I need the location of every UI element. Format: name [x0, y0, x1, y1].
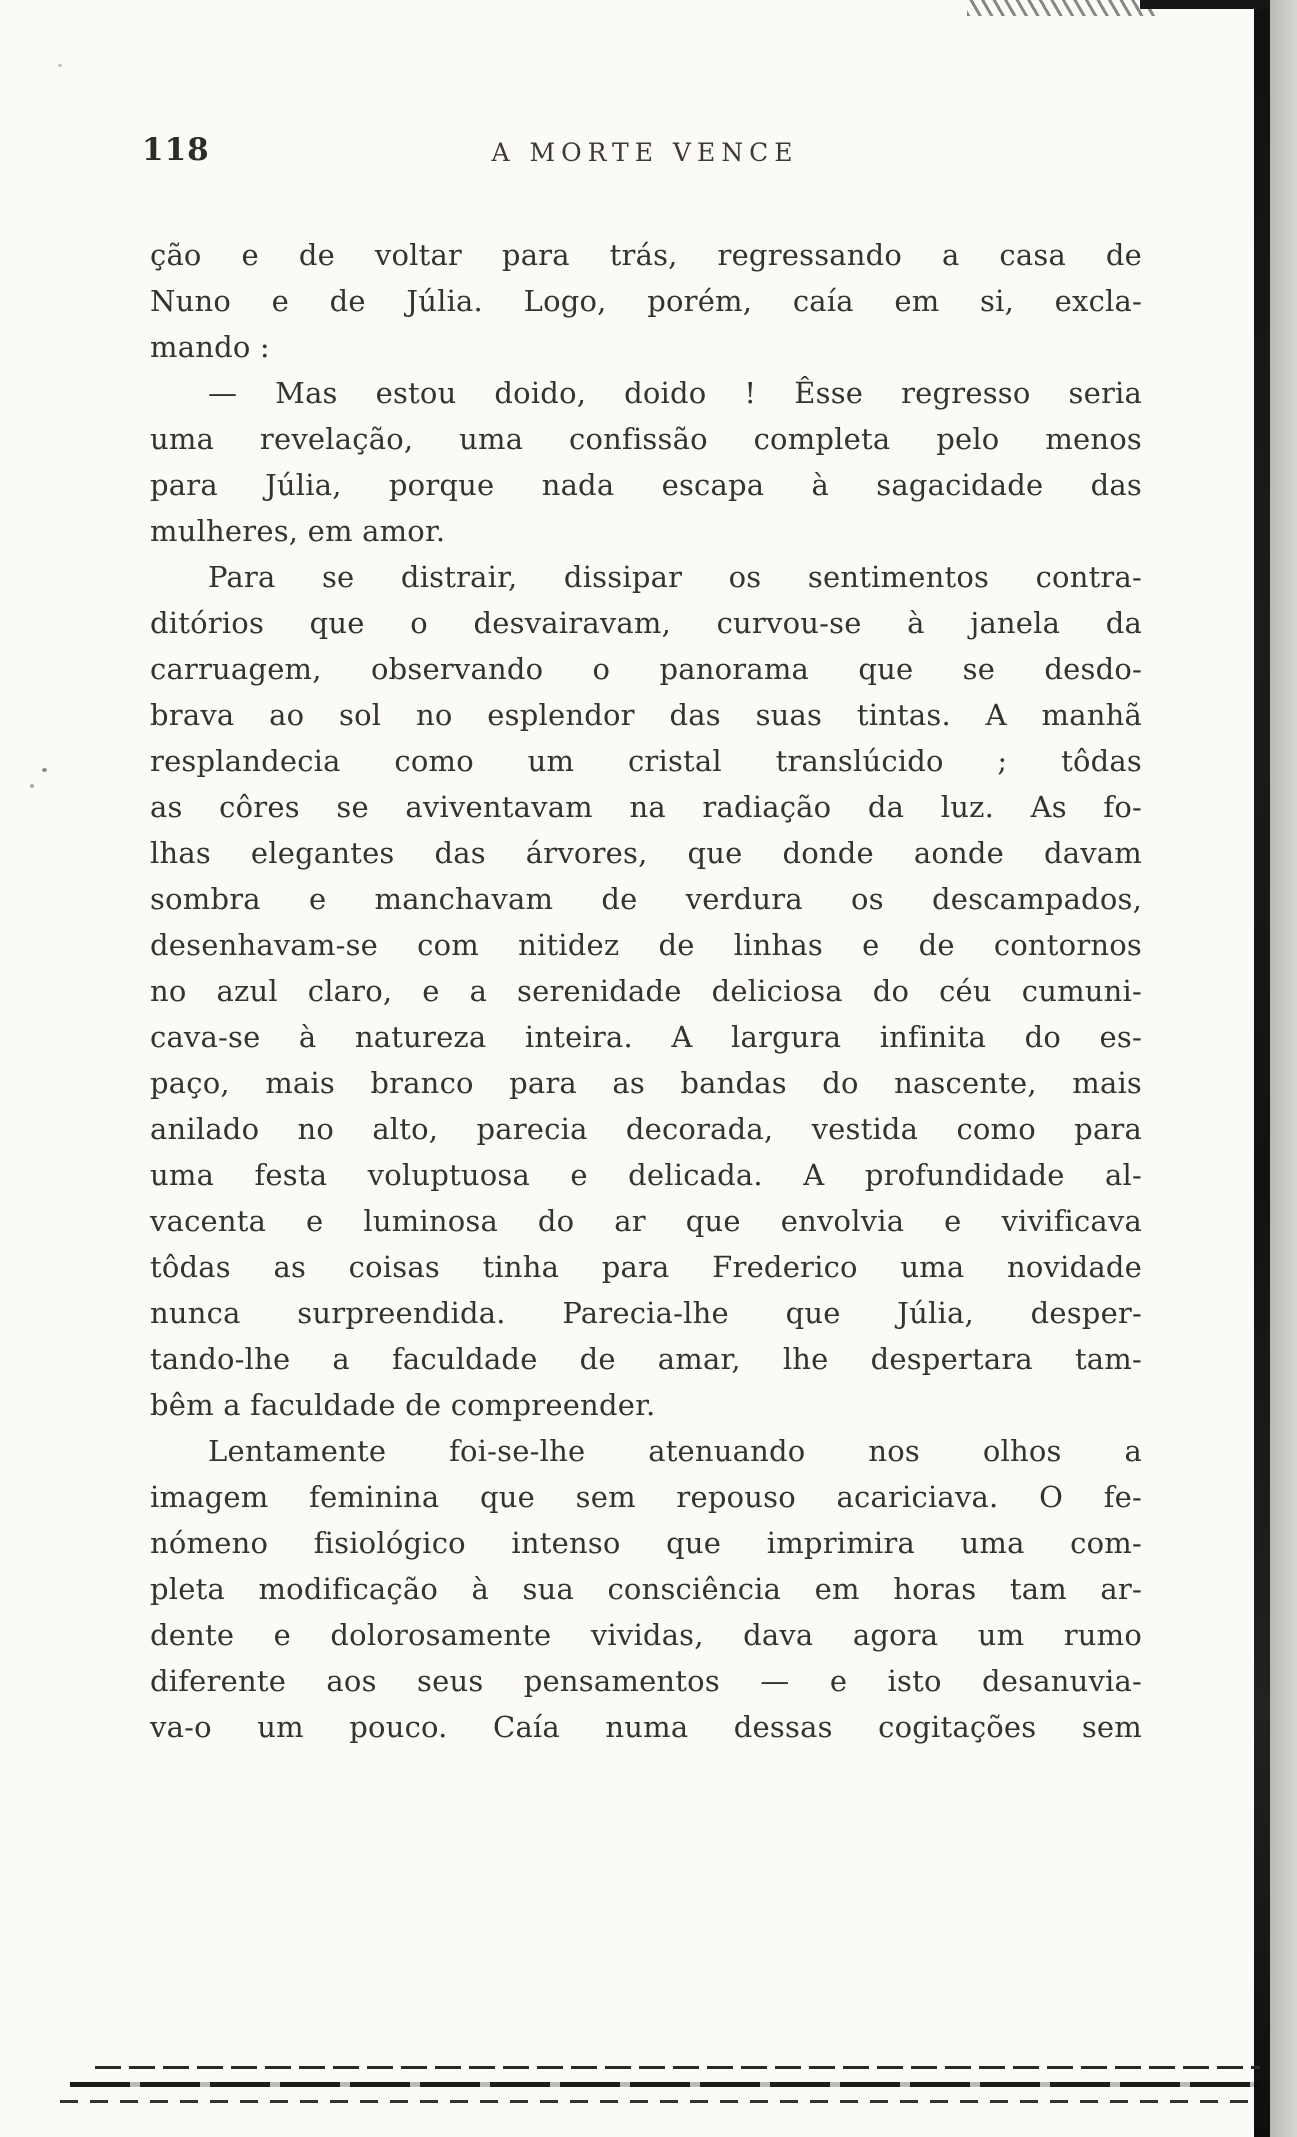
text-line: bêm a faculdade de compreender. — [150, 1388, 656, 1422]
text-line: vacenta e luminosa do ar que envolvia e vivificava — [150, 1204, 1142, 1238]
scan-bottom-line — [60, 2100, 1255, 2103]
text-line: Lentamente foi-se-lhe atenuando nos olhos a — [208, 1434, 1142, 1468]
text-line: uma festa voluptuosa e delicada. A profundidade al- — [150, 1158, 1142, 1192]
text-line: para Júlia, porque nada escapa à sagacidade das — [150, 468, 1142, 502]
text-line: resplandecia como um cristal translúcido ; tôdas — [150, 744, 1142, 778]
scan-speckle — [30, 784, 34, 788]
scan-speckle — [58, 64, 62, 67]
text-line: lhas elegantes das árvores, que donde aonde davam — [150, 836, 1142, 870]
text-line: Nuno e de Júlia. Logo, porém, caía em si, excla- — [150, 284, 1142, 318]
text-line: — Mas estou doido, doido ! Êsse regresso seria — [208, 376, 1142, 410]
scan-bottom-line — [95, 2066, 1260, 2069]
text-line: tando-lhe a faculdade de amar, lhe despertara tam- — [150, 1342, 1142, 1376]
text-line: ditórios que o desvairavam, curvou-se à janela da — [150, 606, 1142, 640]
text-line: tôdas as coisas tinha para Frederico uma novidade — [150, 1250, 1142, 1284]
text-line: sombra e manchavam de verdura os descampados, — [150, 882, 1142, 916]
scan-corner-bar — [1140, 0, 1270, 9]
text-line: anilado no alto, parecia decorada, vestida como para — [150, 1112, 1142, 1146]
scan-bottom-line — [70, 2082, 1260, 2087]
text-line: desenhavam-se com nitidez de linhas e de contornos — [150, 928, 1142, 962]
page-text — [150, 232, 1142, 1750]
text-line: va-o um pouco. Caía numa dessas cogitações sem — [150, 1710, 1142, 1744]
page-number: 118 — [142, 132, 210, 168]
text-line: uma revelação, uma confissão completa pelo menos — [150, 422, 1142, 456]
scan-gutter-bar — [1254, 0, 1270, 2137]
text-line: mulheres, em amor. — [150, 514, 446, 548]
text-line: ção e de voltar para trás, regressando a casa de — [150, 238, 1142, 272]
text-line: dente e dolorosamente vividas, dava agora um rumo — [150, 1618, 1142, 1652]
scan-hatch-icon — [967, 0, 1157, 16]
text-line: nómeno fisiológico intenso que imprimira uma com- — [150, 1526, 1142, 1560]
text-line: as côres se aviventavam na radiação da luz. As fo- — [150, 790, 1142, 824]
text-line: imagem feminina que sem repouso acariciava. O fe- — [150, 1480, 1142, 1514]
text-line: pleta modificação à sua consciência em horas tam ar- — [150, 1572, 1142, 1606]
scan-edge-band — [1270, 0, 1297, 2137]
text-line: cava-se à natureza inteira. A largura infinita do es- — [150, 1020, 1142, 1054]
scan-speckle — [42, 768, 47, 772]
text-line: brava ao sol no esplendor das suas tintas. A manhã — [150, 698, 1142, 732]
text-line: paço, mais branco para as bandas do nascente, mais — [150, 1066, 1142, 1100]
text-line: Para se distrair, dissipar os sentimentos contra- — [208, 560, 1142, 594]
text-line: diferente aos seus pensamentos — e isto desanuvia- — [150, 1664, 1142, 1698]
text-line: carruagem, observando o panorama que se desdo- — [150, 652, 1142, 686]
text-line: nunca surpreendida. Parecia-lhe que Júlia, desper- — [150, 1296, 1142, 1330]
text-line: mando : — [150, 330, 270, 364]
running-header: A MORTE VENCE — [491, 138, 799, 167]
text-line: no azul claro, e a serenidade deliciosa do céu cumuni- — [150, 974, 1142, 1008]
